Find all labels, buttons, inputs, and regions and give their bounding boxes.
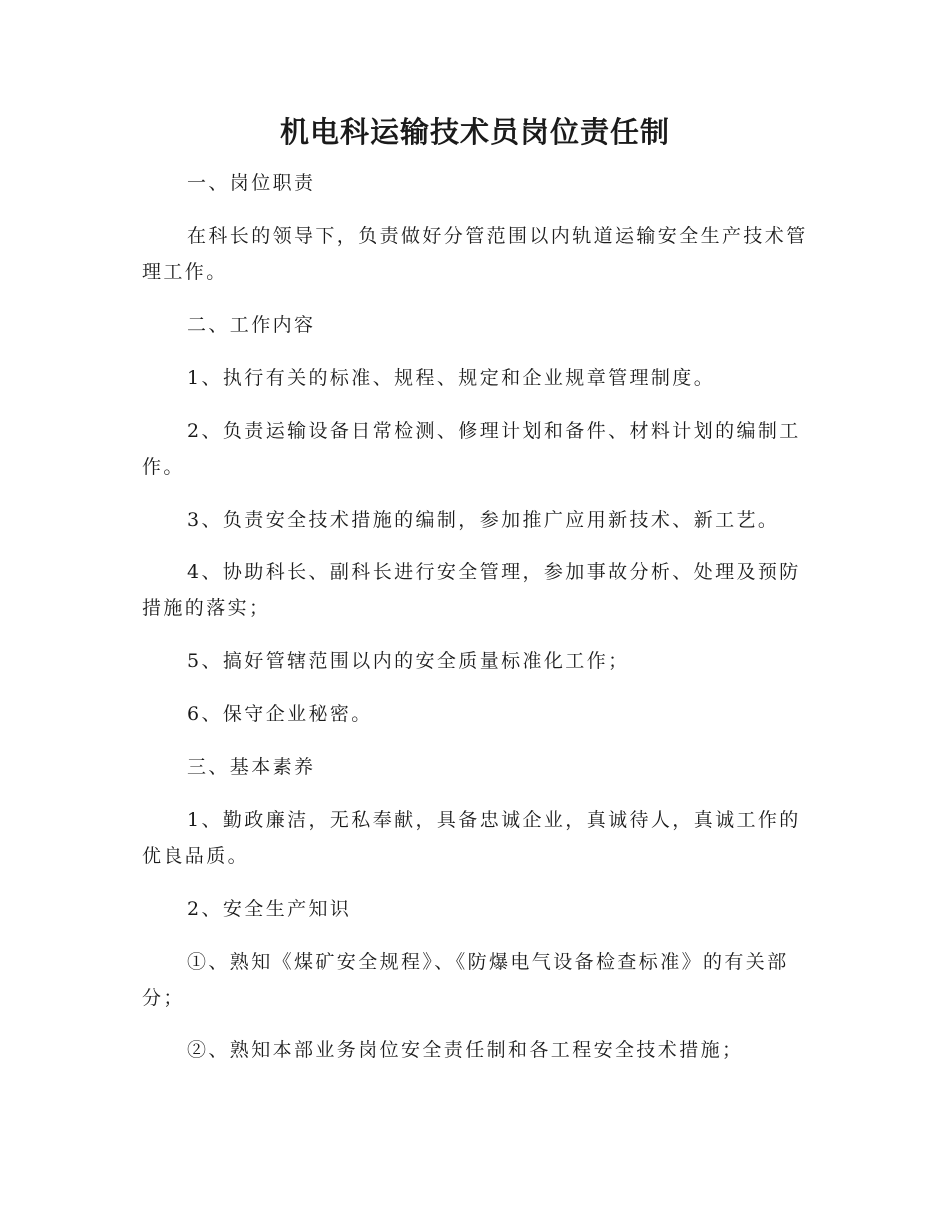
quality-item-1: 1、勤政廉洁，无私奉献，具备忠诚企业，真诚待人，真诚工作的优良品质。 [142,809,801,867]
document-title: 机电科运输技术员岗位责任制 [279,115,670,149]
paragraph-duties: 在科长的领导下，负责做好分管范围以内轨道运输安全生产技术管理工作。 [142,225,808,283]
work-item-5: 5、搞好管辖范围以内的安全质量标准化工作； [187,650,630,672]
section-heading-duties: 一、岗位职责 [187,172,316,194]
work-item-3: 3、负责安全技术措施的编制，参加推广应用新技术、新工艺。 [187,509,780,531]
work-item-6: 6、保守企业秘密。 [187,703,373,725]
work-item-1: 1、执行有关的标准、规程、规定和企业规章管理制度。 [187,367,716,389]
knowledge-item-1: ①、熟知《煤矿安全规程》、《防爆电气设备检查标准》的有关部分； [142,951,789,1009]
section-heading-work-content: 二、工作内容 [187,314,316,336]
knowledge-item-2: ②、熟知本部业务岗位安全责任制和各工程安全技术措施； [187,1039,744,1061]
quality-item-2: 2、安全生产知识 [187,898,352,920]
work-item-2: 2、负责运输设备日常检测、修理计划和备件、材料计划的编制工作。 [142,420,801,478]
section-heading-qualities: 三、基本素养 [187,756,316,778]
work-item-4: 4、协助科长、副科长进行安全管理，参加事故分析、处理及预防措施的落实； [142,561,801,619]
